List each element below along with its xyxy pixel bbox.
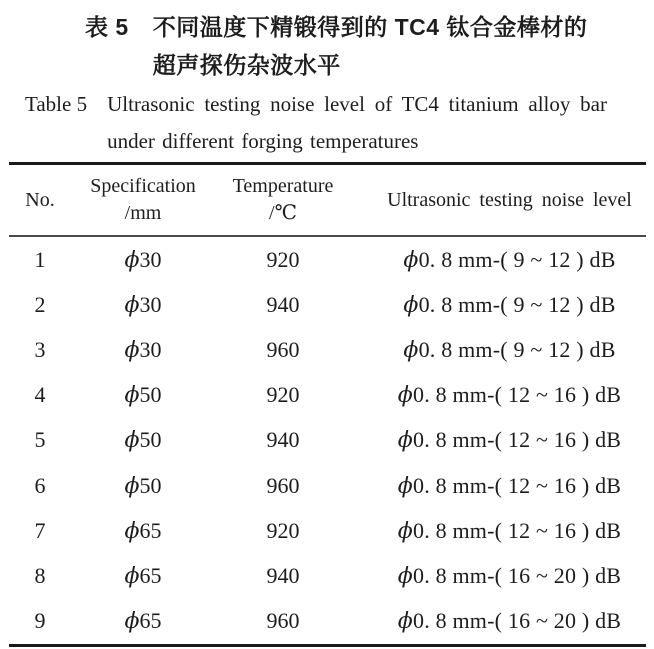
table-caption-zh-line2: 超声探伤杂波水平: [152, 52, 341, 78]
cell-no: 9: [34, 608, 46, 634]
cell-no: 2: [34, 291, 46, 317]
cell-specification: ϕ30: [124, 291, 162, 318]
table-header-row: [9, 165, 646, 237]
table-row: [9, 554, 646, 599]
table-caption-en: [25, 86, 654, 160]
cell-specification: ϕ50: [124, 472, 162, 499]
cell-no: 1: [34, 246, 46, 272]
table-caption-zh-line1: 不同温度下精锻得到的 TC4 钛合金棒材的: [152, 14, 588, 40]
table-caption-en-line2: under different forging temperatures: [107, 129, 419, 153]
cell-noise-level: ϕ0. 8 mm-( 12 ~ 16 ) dB: [397, 382, 622, 409]
table-row: [9, 237, 646, 282]
data-table: [9, 162, 646, 647]
cell-temperature: 920: [266, 517, 300, 543]
col-header-temperature-unit: /℃: [269, 202, 297, 224]
col-header-noise-level: Ultrasonic testing noise level: [387, 188, 632, 211]
table-row: [9, 282, 646, 327]
cell-temperature: 920: [266, 246, 300, 272]
table-body: [9, 237, 646, 644]
col-header-temperature-label: Temperature: [232, 175, 334, 197]
cell-temperature: 940: [266, 291, 300, 317]
table-row: [9, 508, 646, 553]
col-header-no: No.: [25, 188, 55, 211]
col-header-specification-unit: /mm: [124, 202, 162, 224]
cell-specification: ϕ50: [124, 427, 162, 454]
cell-no: 5: [34, 427, 46, 453]
cell-noise-level: ϕ0. 8 mm-( 16 ~ 20 ) dB: [397, 563, 622, 590]
cell-no: 4: [34, 382, 46, 408]
cell-specification: ϕ50: [124, 382, 162, 409]
cell-no: 7: [34, 517, 46, 543]
cell-no: 6: [34, 472, 46, 498]
col-header-specification: [71, 173, 215, 227]
cell-noise-level: ϕ0. 8 mm-( 12 ~ 16 ) dB: [397, 427, 622, 454]
table-row: [9, 599, 646, 644]
cell-specification: ϕ65: [124, 608, 162, 635]
table-row: [9, 463, 646, 508]
cell-specification: ϕ65: [124, 517, 162, 544]
cell-temperature: 960: [266, 337, 300, 363]
cell-temperature: 940: [266, 563, 300, 589]
col-header-temperature: [215, 173, 351, 227]
cell-noise-level: ϕ0. 8 mm-( 12 ~ 16 ) dB: [397, 517, 622, 544]
cell-specification: ϕ30: [124, 246, 162, 273]
cell-temperature: 940: [266, 427, 300, 453]
cell-temperature: 920: [266, 382, 300, 408]
cell-noise-level: ϕ0. 8 mm-( 12 ~ 16 ) dB: [397, 472, 622, 499]
table-caption-en-label: Table 5: [25, 92, 88, 116]
table-caption-zh: [85, 8, 654, 84]
table-row: [9, 327, 646, 372]
col-header-specification-label: Specification: [90, 175, 196, 197]
cell-noise-level: ϕ0. 8 mm-( 9 ~ 12 ) dB: [403, 291, 616, 318]
cell-no: 8: [34, 563, 46, 589]
cell-noise-level: ϕ0. 8 mm-( 16 ~ 20 ) dB: [397, 608, 622, 635]
cell-noise-level: ϕ0. 8 mm-( 9 ~ 12 ) dB: [403, 337, 616, 364]
cell-specification: ϕ30: [124, 337, 162, 364]
table-caption-zh-label: 表 5: [85, 14, 129, 40]
cell-noise-level: ϕ0. 8 mm-( 9 ~ 12 ) dB: [403, 246, 616, 273]
table-row: [9, 373, 646, 418]
table-row: [9, 418, 646, 463]
cell-no: 3: [34, 337, 46, 363]
cell-temperature: 960: [266, 472, 300, 498]
cell-specification: ϕ65: [124, 563, 162, 590]
cell-temperature: 960: [266, 608, 300, 634]
table-caption-en-line1: Ultrasonic testing noise level of TC4 titanium alloy bar: [107, 92, 607, 116]
